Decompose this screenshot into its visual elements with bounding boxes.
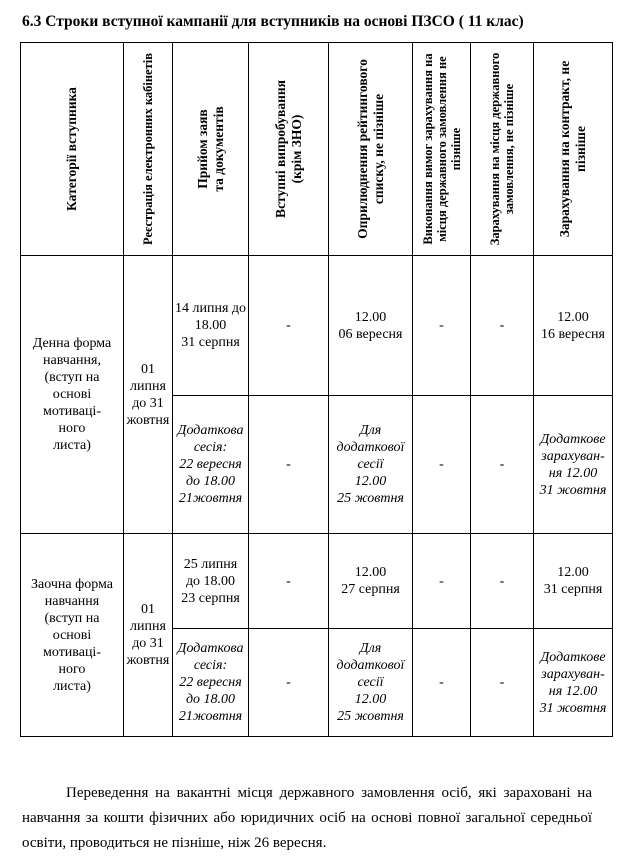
header-registration: Реєстрація електронних кабінетів (124, 43, 173, 256)
header-rating: Оприлюднення рейтингового списку, не пізніше (329, 43, 413, 256)
requirements-cell: - (413, 534, 471, 629)
rating-cell: Для додаткової сесії 12.00 25 жовтня (329, 629, 413, 737)
category-cell: Денна форма навчання, (вступ на основі мотиваці- ного листа) (21, 256, 124, 534)
header-state-order: Зарахування на місця державного замовлення, не пізніше (471, 43, 534, 256)
state-order-cell: - (471, 256, 534, 396)
state-order-cell: - (471, 534, 534, 629)
header-applications: Прийом заяв та документів (173, 43, 249, 256)
rating-cell: Для додаткової сесії 12.00 25 жовтня (329, 396, 413, 534)
contract-cell: 12.00 16 вересня (534, 256, 613, 396)
exams-cell: - (249, 629, 329, 737)
applications-cell: 25 липня до 18.00 23 серпня (173, 534, 249, 629)
applications-cell: 14 липня до 18.00 31 серпня (173, 256, 249, 396)
category-cell: Заочна форма навчання (вступ на основі мотиваці- ного листа) (21, 534, 124, 737)
admission-schedule-table (20, 42, 613, 737)
registration-cell: 01 липня до 31 жовтня (124, 256, 173, 534)
header-row (21, 43, 613, 256)
header-category: Категорії вступника (21, 43, 124, 256)
contract-cell: Додаткове зарахуван- ня 12.00 31 жовтня (534, 629, 613, 737)
header-contract: Зарахування на контракт, не пізніше (534, 43, 613, 256)
applications-cell: Додаткова сесія: 22 вересня до 18.00 21жовтня (173, 629, 249, 737)
rating-cell: 12.00 27 серпня (329, 534, 413, 629)
contract-cell: Додаткове зарахуван- ня 12.00 31 жовтня (534, 396, 613, 534)
rating-cell: 12.00 06 вересня (329, 256, 413, 396)
table-row (21, 534, 613, 629)
header-requirements: Виконання вимог зарахування на місця державного замовлення не пізніше (413, 43, 471, 256)
header-exams: Вступні випробування (крім ЗНО) (249, 43, 329, 256)
state-order-cell: - (471, 396, 534, 534)
exams-cell: - (249, 534, 329, 629)
table-row (21, 256, 613, 396)
contract-cell: 12.00 31 серпня (534, 534, 613, 629)
requirements-cell: - (413, 256, 471, 396)
exams-cell: - (249, 256, 329, 396)
applications-cell: Додаткова сесія: 22 вересня до 18.00 21жовтня (173, 396, 249, 534)
requirements-cell: - (413, 396, 471, 534)
state-order-cell: - (471, 629, 534, 737)
requirements-cell: - (413, 629, 471, 737)
section-title: 6.3 Строки вступної кампанії для вступників на основі ПЗСО ( 11 клас) (22, 13, 524, 30)
footnote-paragraph: Переведення на вакантні місця державного замовлення осіб, які зараховані на навчання за кошти фізичних або юридичних осіб на основі повної загальної середньої освіти, проводиться не пізніше, ніж 26 вересня. (22, 785, 592, 851)
registration-cell: 01 липня до 31 жовтня (124, 534, 173, 737)
exams-cell: - (249, 396, 329, 534)
